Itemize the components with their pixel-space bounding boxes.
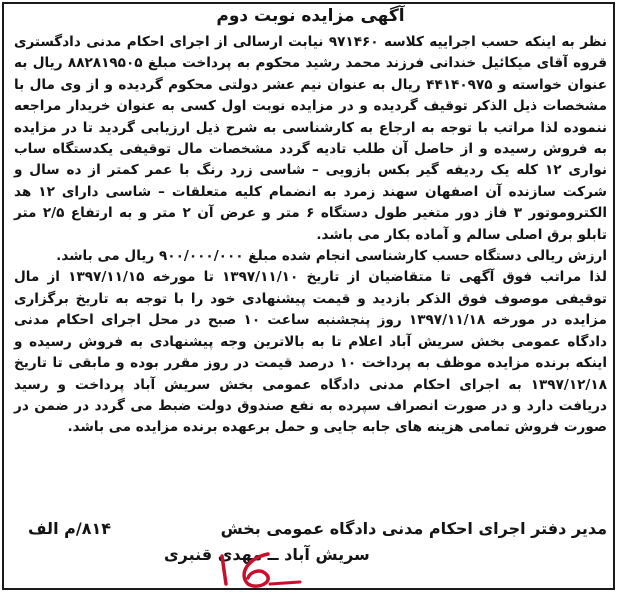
signature-title: مدیر دفتر اجرای احکام مدنی دادگاه عمومی بخش: [220, 519, 607, 538]
signature-block: [28, 516, 607, 568]
signature-name: سریش آباد ــ مهدی قنبری: [164, 545, 370, 564]
paragraph-auction-terms: لذا مراتب فوق آگهی تا متقاضیان از تاریخ ۱۳۹۷/۱۱/۱۰ تا مورخه ۱۳۹۷/۱۱/۱۵ از مال توقیفی موصوف فوق الذکر بازدید و قیمت پیشنهادی خود را با توجه به تاریخ برگزاری مزایده در مورخه ۱۳۹۷/۱۱/۱۸ روز پنجشنبه ساعت ۱۰ صبح در محل اجرای احکام مدنی دادگاه عمومی بخش سریش آباد اعلام تا به بالاترین وجه پیشنهادی به فروش رسیده و اینکه برنده مزایده موظف به پرداخت ۱۰ درصد قیمت در روز مقرر بوده و مابقی تا تاریخ ۱۳۹۷/۱۲/۱۸ به اجرای احکام مدنی دادگاه عمومی بخش سریش آباد پرداخت و رسید دریافت دارد و در صورت انصراف سپرده به نفع صندوق دولت ضبط می گردد در ضمن در صورت فروش تمامی هزینه های جابه جایی و حمل برعهده برنده مزایده می باشد.: [14, 269, 608, 436]
paragraph-valuation: ارزش ریالی دستگاه حسب کارشناسی انجام شده مبلغ ۹۰۰/۰۰۰/۰۰۰ ریال می باشد.: [56, 248, 607, 265]
notice-title: آگهی مزایده نوبت دوم: [216, 6, 405, 26]
handwritten-number-mark: [208, 548, 308, 590]
notice-body: [14, 32, 607, 439]
reference-number: ۸۱۴/م الف: [28, 519, 111, 538]
paragraph-main: نظر به اینکه حسب اجراییه کلاسه ۹۷۱۴۶۰ نیابت ارسالی از اجرای احکام مدنی دادگستری قروه آقای میکائیل خندانی فرزند محمد رشید محکوم به پرداخت مبلغ ۸۸۲۸۱۹۵۰۵ ریال به عنوان خواسته و ۴۴۱۴۰۹۷۵ ریال به عنوان نیم عشر دولتی محکوم گردیده و از وی مال با مشخصات ذیل الذکر توقیف گردیده و در مزایده نوبت اول کسی به عنوان خریدار مراجعه ننموده لذا مراتب با توجه به ارجاع به کارشناسی به شرح ذیل ارزیابی گردید تا در مزایده به فروش رسیده و از حاصل آن طلب تادیه گردد مشخصات مال توقیفی یکدستگاه ساب نواری ۱۲ کله یک ردیفه گیر بکس بازویی – شاسی زرد رنگ با عمر کمتر از ده سال و شرکت سازنده آن اصفهان سهند زمرد به انضمام کلیه متعلقات – شاسی دارای ۱۲ هد الکتروموتور ۳ فاز دور متغیر طول دستگاه ۶ متر و عرض آن ۲ متر و به ارتفاع ۲/۵ متر تابلو برق اصلی سالم و آماده بکار می باشد.: [14, 34, 608, 243]
